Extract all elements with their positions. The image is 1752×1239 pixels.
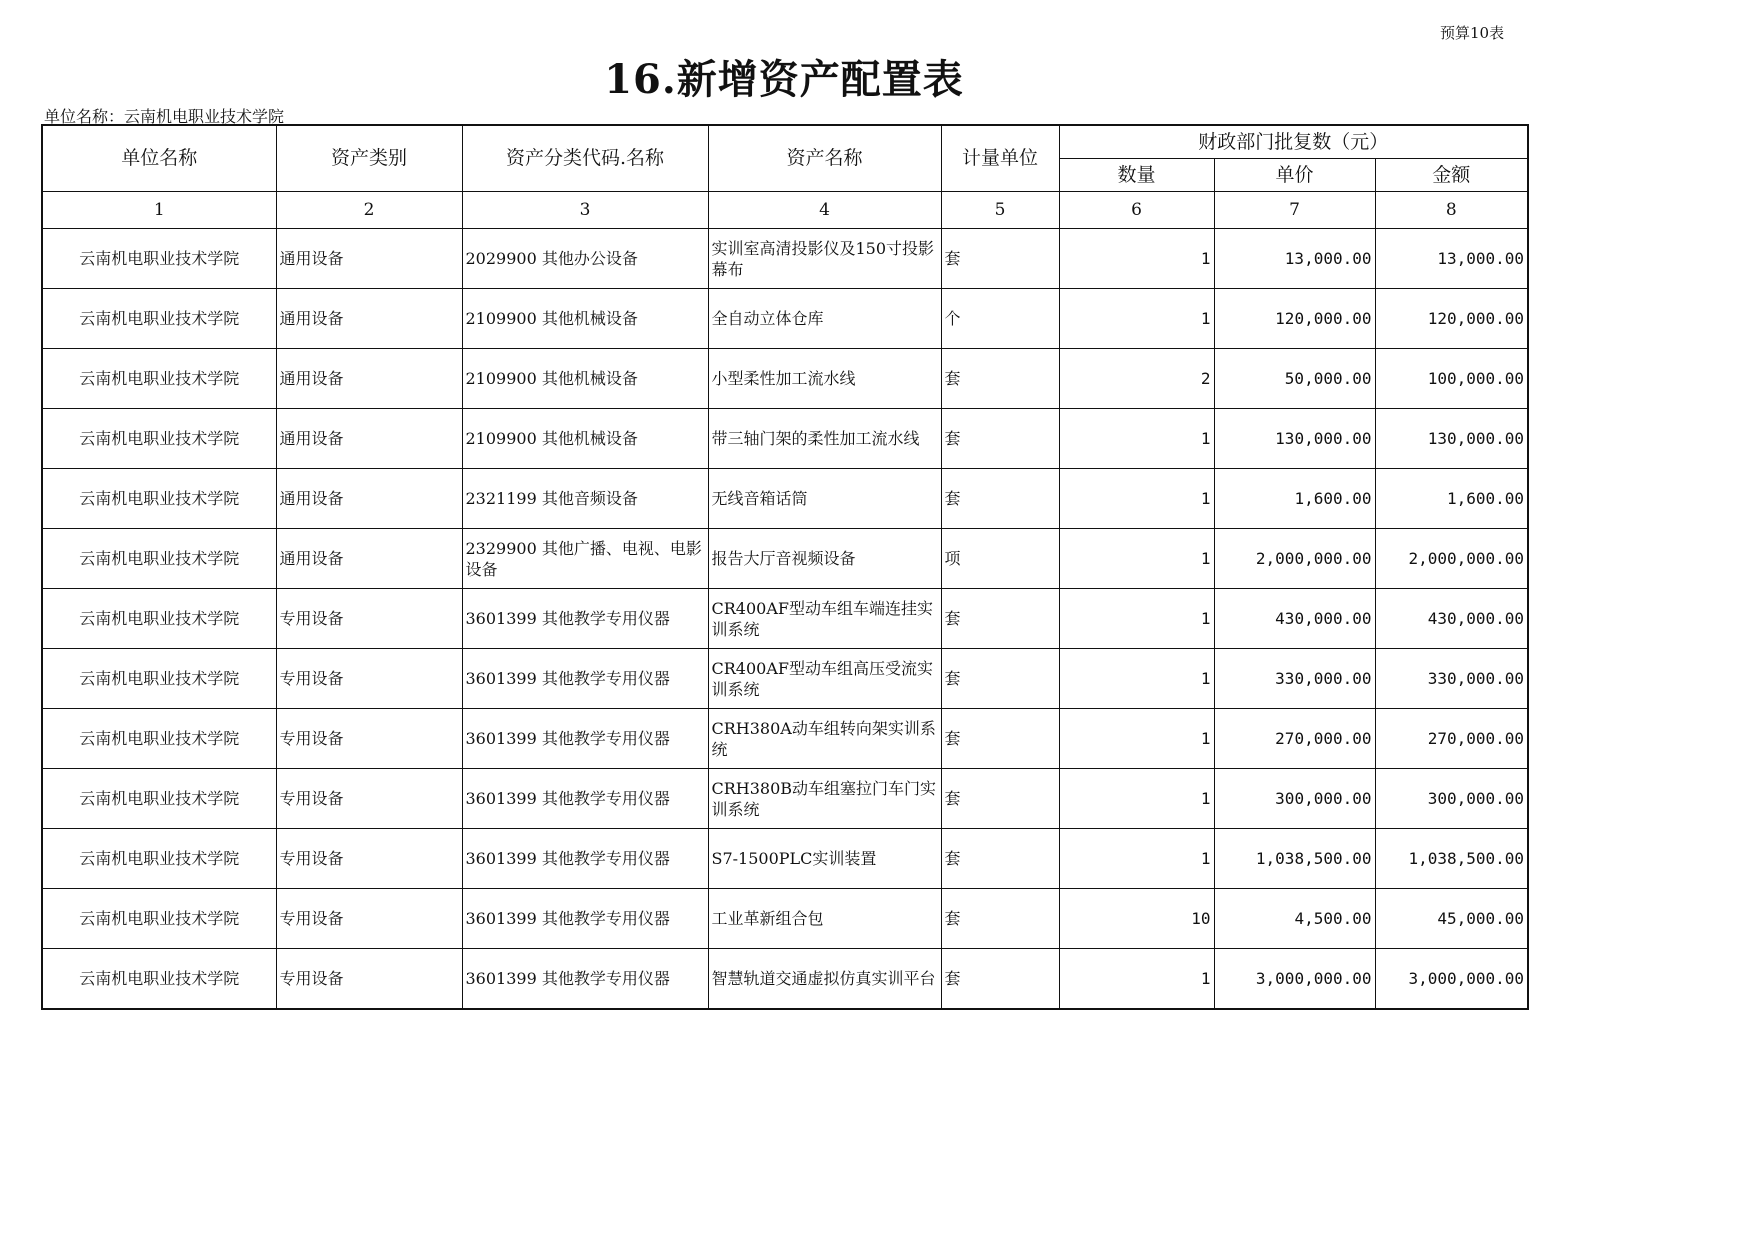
cell-class-code-name: 2329900 其他广播、电视、电影设备 — [462, 529, 708, 589]
cell-asset-category: 通用设备 — [276, 409, 462, 469]
cell-quantity: 1 — [1059, 829, 1214, 889]
cell-amount: 130,000.00 — [1375, 409, 1528, 469]
cell-asset-category: 专用设备 — [276, 649, 462, 709]
cell-amount: 300,000.00 — [1375, 769, 1528, 829]
cell-class-code-name: 2029900 其他办公设备 — [462, 229, 708, 289]
asset-table — [41, 124, 1529, 1010]
cell-unit-price: 330,000.00 — [1214, 649, 1375, 709]
cell-quantity: 10 — [1059, 889, 1214, 949]
cell-quantity: 1 — [1059, 289, 1214, 349]
table-row — [42, 649, 1528, 709]
cell-measure-unit: 个 — [941, 289, 1059, 349]
cell-asset-category: 专用设备 — [276, 889, 462, 949]
table-row — [42, 349, 1528, 409]
cell-unit-price: 50,000.00 — [1214, 349, 1375, 409]
cell-class-code-name: 2109900 其他机械设备 — [462, 409, 708, 469]
cell-asset-name: CRH380B动车组塞拉门车门实训系统 — [708, 769, 941, 829]
cell-class-code-name: 3601399 其他教学专用仪器 — [462, 769, 708, 829]
page-title: 16.新增资产配置表 — [604, 56, 964, 103]
cell-unit-name: 云南机电职业技术学院 — [42, 589, 276, 649]
header-amount: 金额 — [1375, 159, 1528, 192]
cell-asset-name: 全自动立体仓库 — [708, 289, 941, 349]
header-asset-name: 资产名称 — [708, 125, 941, 192]
header-asset-category: 资产类别 — [276, 125, 462, 192]
cell-asset-category: 专用设备 — [276, 709, 462, 769]
cell-asset-category: 通用设备 — [276, 469, 462, 529]
cell-quantity: 1 — [1059, 709, 1214, 769]
column-index-2: 2 — [276, 192, 462, 229]
cell-asset-name: 工业革新组合包 — [708, 889, 941, 949]
cell-unit-name: 云南机电职业技术学院 — [42, 229, 276, 289]
header-class-code-name: 资产分类代码.名称 — [462, 125, 708, 192]
cell-amount: 120,000.00 — [1375, 289, 1528, 349]
table-row — [42, 289, 1528, 349]
unit-line-value: 云南机电职业技术学院 — [124, 107, 285, 126]
column-index-5: 5 — [941, 192, 1059, 229]
cell-asset-name: S7-1500PLC实训装置 — [708, 829, 941, 889]
cell-asset-category: 专用设备 — [276, 589, 462, 649]
cell-quantity: 1 — [1059, 649, 1214, 709]
cell-asset-name: CR400AF型动车组车端连挂实训系统 — [708, 589, 941, 649]
column-index-1: 1 — [42, 192, 276, 229]
header-unit-price: 单价 — [1214, 159, 1375, 192]
cell-class-code-name: 3601399 其他教学专用仪器 — [462, 649, 708, 709]
cell-asset-category: 通用设备 — [276, 229, 462, 289]
cell-unit-name: 云南机电职业技术学院 — [42, 829, 276, 889]
cell-amount: 1,600.00 — [1375, 469, 1528, 529]
cell-unit-price: 3,000,000.00 — [1214, 949, 1375, 1010]
column-index-7: 7 — [1214, 192, 1375, 229]
cell-amount: 3,000,000.00 — [1375, 949, 1528, 1010]
cell-class-code-name: 3601399 其他教学专用仪器 — [462, 709, 708, 769]
table-row — [42, 229, 1528, 289]
table-row — [42, 769, 1528, 829]
cell-unit-price: 300,000.00 — [1214, 769, 1375, 829]
cell-amount: 2,000,000.00 — [1375, 529, 1528, 589]
cell-unit-price: 1,600.00 — [1214, 469, 1375, 529]
cell-unit-name: 云南机电职业技术学院 — [42, 949, 276, 1010]
cell-unit-price: 13,000.00 — [1214, 229, 1375, 289]
cell-amount: 13,000.00 — [1375, 229, 1528, 289]
header-approved-group: 财政部门批复数（元） — [1059, 125, 1528, 159]
cell-quantity: 1 — [1059, 409, 1214, 469]
cell-asset-category: 通用设备 — [276, 349, 462, 409]
cell-measure-unit: 套 — [941, 589, 1059, 649]
cell-amount: 100,000.00 — [1375, 349, 1528, 409]
column-index-4: 4 — [708, 192, 941, 229]
header-quantity: 数量 — [1059, 159, 1214, 192]
cell-asset-name: 智慧轨道交通虚拟仿真实训平台 — [708, 949, 941, 1010]
cell-measure-unit: 套 — [941, 709, 1059, 769]
cell-class-code-name: 2109900 其他机械设备 — [462, 349, 708, 409]
cell-asset-name: 实训室高清投影仪及150寸投影幕布 — [708, 229, 941, 289]
cell-quantity: 1 — [1059, 949, 1214, 1010]
cell-unit-price: 430,000.00 — [1214, 589, 1375, 649]
cell-unit-price: 4,500.00 — [1214, 889, 1375, 949]
cell-measure-unit: 套 — [941, 949, 1059, 1010]
cell-unit-name: 云南机电职业技术学院 — [42, 769, 276, 829]
column-index-3: 3 — [462, 192, 708, 229]
cell-unit-name: 云南机电职业技术学院 — [42, 409, 276, 469]
cell-class-code-name: 3601399 其他教学专用仪器 — [462, 589, 708, 649]
cell-asset-category: 通用设备 — [276, 529, 462, 589]
cell-measure-unit: 套 — [941, 409, 1059, 469]
cell-amount: 45,000.00 — [1375, 889, 1528, 949]
cell-quantity: 1 — [1059, 469, 1214, 529]
cell-quantity: 1 — [1059, 229, 1214, 289]
cell-measure-unit: 套 — [941, 769, 1059, 829]
cell-asset-name: CR400AF型动车组高压受流实训系统 — [708, 649, 941, 709]
cell-class-code-name: 3601399 其他教学专用仪器 — [462, 949, 708, 1010]
table-row — [42, 949, 1528, 1010]
cell-amount: 430,000.00 — [1375, 589, 1528, 649]
cell-class-code-name: 2109900 其他机械设备 — [462, 289, 708, 349]
cell-asset-category: 专用设备 — [276, 829, 462, 889]
cell-unit-name: 云南机电职业技术学院 — [42, 889, 276, 949]
cell-asset-name: 无线音箱话筒 — [708, 469, 941, 529]
cell-measure-unit: 套 — [941, 349, 1059, 409]
cell-unit-name: 云南机电职业技术学院 — [42, 649, 276, 709]
cell-measure-unit: 套 — [941, 889, 1059, 949]
cell-asset-name: 小型柔性加工流水线 — [708, 349, 941, 409]
cell-asset-name: CRH380A动车组转向架实训系统 — [708, 709, 941, 769]
cell-measure-unit: 项 — [941, 529, 1059, 589]
column-index-8: 8 — [1375, 192, 1528, 229]
cell-asset-name: 报告大厅音视频设备 — [708, 529, 941, 589]
cell-unit-price: 120,000.00 — [1214, 289, 1375, 349]
table-row — [42, 829, 1528, 889]
table-row — [42, 469, 1528, 529]
cell-unit-price: 130,000.00 — [1214, 409, 1375, 469]
header-unit-name: 单位名称 — [42, 125, 276, 192]
cell-measure-unit: 套 — [941, 229, 1059, 289]
cell-asset-name: 带三轴门架的柔性加工流水线 — [708, 409, 941, 469]
cell-class-code-name: 3601399 其他教学专用仪器 — [462, 889, 708, 949]
cell-unit-name: 云南机电职业技术学院 — [42, 709, 276, 769]
budget-table-number: 预算10表 — [1440, 24, 1505, 42]
cell-unit-name: 云南机电职业技术学院 — [42, 349, 276, 409]
table-row — [42, 589, 1528, 649]
cell-unit-name: 云南机电职业技术学院 — [42, 469, 276, 529]
cell-amount: 330,000.00 — [1375, 649, 1528, 709]
cell-asset-category: 专用设备 — [276, 949, 462, 1010]
cell-class-code-name: 3601399 其他教学专用仪器 — [462, 829, 708, 889]
cell-quantity: 1 — [1059, 589, 1214, 649]
cell-quantity: 1 — [1059, 529, 1214, 589]
table-row — [42, 709, 1528, 769]
cell-asset-category: 专用设备 — [276, 769, 462, 829]
table-row — [42, 529, 1528, 589]
table-body — [42, 229, 1528, 1010]
cell-unit-price: 270,000.00 — [1214, 709, 1375, 769]
column-index-6: 6 — [1059, 192, 1214, 229]
cell-unit-price: 1,038,500.00 — [1214, 829, 1375, 889]
cell-unit-price: 2,000,000.00 — [1214, 529, 1375, 589]
cell-unit-name: 云南机电职业技术学院 — [42, 289, 276, 349]
cell-class-code-name: 2321199 其他音频设备 — [462, 469, 708, 529]
cell-quantity: 1 — [1059, 769, 1214, 829]
table-row — [42, 889, 1528, 949]
table-row — [42, 409, 1528, 469]
unit-line-label: 单位名称： — [44, 107, 125, 126]
column-index-row — [42, 192, 1528, 229]
cell-asset-category: 通用设备 — [276, 289, 462, 349]
cell-amount: 270,000.00 — [1375, 709, 1528, 769]
header-measure-unit: 计量单位 — [941, 125, 1059, 192]
cell-measure-unit: 套 — [941, 829, 1059, 889]
cell-measure-unit: 套 — [941, 469, 1059, 529]
cell-amount: 1,038,500.00 — [1375, 829, 1528, 889]
cell-measure-unit: 套 — [941, 649, 1059, 709]
cell-unit-name: 云南机电职业技术学院 — [42, 529, 276, 589]
cell-quantity: 2 — [1059, 349, 1214, 409]
